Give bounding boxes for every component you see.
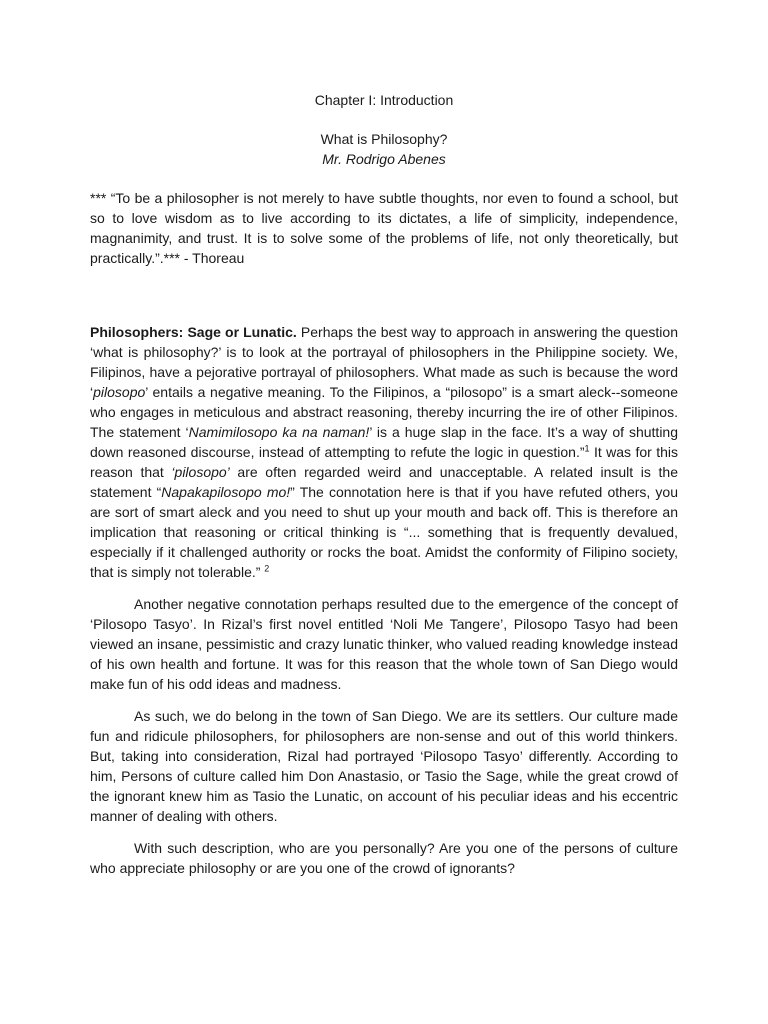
text-run: ” The connotation here is that if you have refuted others, you are sort of smart aleck and you need to shut up your mouth and back off. This is therefore an implication that reasoning or critical thinking is “... something that is frequently devalued, especially if it challenged authority or rocks the boat. Amidst the conformity of Filipino society, that is simply not tolerable.” (90, 484, 678, 580)
text-run: It was for this reason that (90, 444, 679, 480)
section-paragraph (90, 322, 678, 582)
document-content (90, 90, 678, 878)
italic-term: Namimilosopo ka na naman! (188, 424, 370, 440)
italic-term: Napakapilosopo mo! (161, 484, 291, 500)
text-run: are often regarded weird and unacceptable. A related insult is the statement “ (90, 464, 679, 500)
paragraph-san-diego: As such, we do belong in the town of San Diego. We are its settlers. Our culture made fun and ridicule philosophers, for philosophers are non-sense and out of this world thinkers. But, taking into consideration, Rizal had portrayed ‘Pilosopo Tasyo’ differently. According to him, Persons of culture called him Don Anastasio, or Tasio the Sage, while the great crowd of the ignorant knew him as Tasio the Lunatic, on account of his peculiar ideas and his eccentric manner of dealing with others. (90, 708, 678, 824)
italic-term: pilosopo (93, 384, 146, 400)
text-run: Perhaps the best way to approach in answering the question ‘what is philosophy?’ is to look at the portrayal of philosophers in the Philippine society. We, Filipinos, have a pejorative portrayal of philosophers. What made as such is because the word ‘ (90, 324, 678, 400)
document-title: What is Philosophy? (320, 131, 448, 147)
text-run: ’ entails a negative meaning. To the Filipinos, a “pilosopo” is a smart aleck--someone who engages in meticulous and abstract reasoning, thereby incurring the ire of other Filipinos. The statement ‘ (90, 384, 678, 440)
epigraph-quote: *** “To be a philosopher is not merely to have subtle thoughts, nor even to found a school, but so to love wisdom as to live according to its dictates, a life of simplicity, independence, magnanimity, and trust. It is to solve some of the problems of life, not only theoretically, but practically.”.*** - Thoreau (90, 190, 678, 266)
footnote-marker: 2 (264, 563, 270, 574)
section-heading: Philosophers: Sage or Lunatic. (90, 324, 297, 340)
text-run: ’ is a huge slap in the face. It’s a way of shutting down reasoned discourse, instead of attempting to refute the logic in question.” (90, 424, 679, 460)
footnote-marker: 1 (584, 443, 590, 454)
chapter-title: Chapter I: Introduction (314, 92, 454, 108)
author-name: Mr. Rodrigo Abenes (322, 151, 446, 167)
italic-term: ‘pilosopo’ (171, 464, 230, 480)
paragraph-question: With such description, who are you personally? Are you one of the persons of culture who appreciate philosophy or are you one of the crowd of ignorants? (90, 840, 678, 876)
paragraph-pilosopo-tasyo: Another negative connotation perhaps resulted due to the emergence of the concept of ‘Pilosopo Tasyo’. In Rizal’s first novel entitled ‘Noli Me Tangere’, Pilosopo Tasyo had been viewed an insane, pessimistic and crazy lunatic thinker, who valued reading knowledge instead of his own health and fortune. It was for this reason that the whole town of San Diego would make fun of his odd ideas and madness. (90, 596, 678, 692)
